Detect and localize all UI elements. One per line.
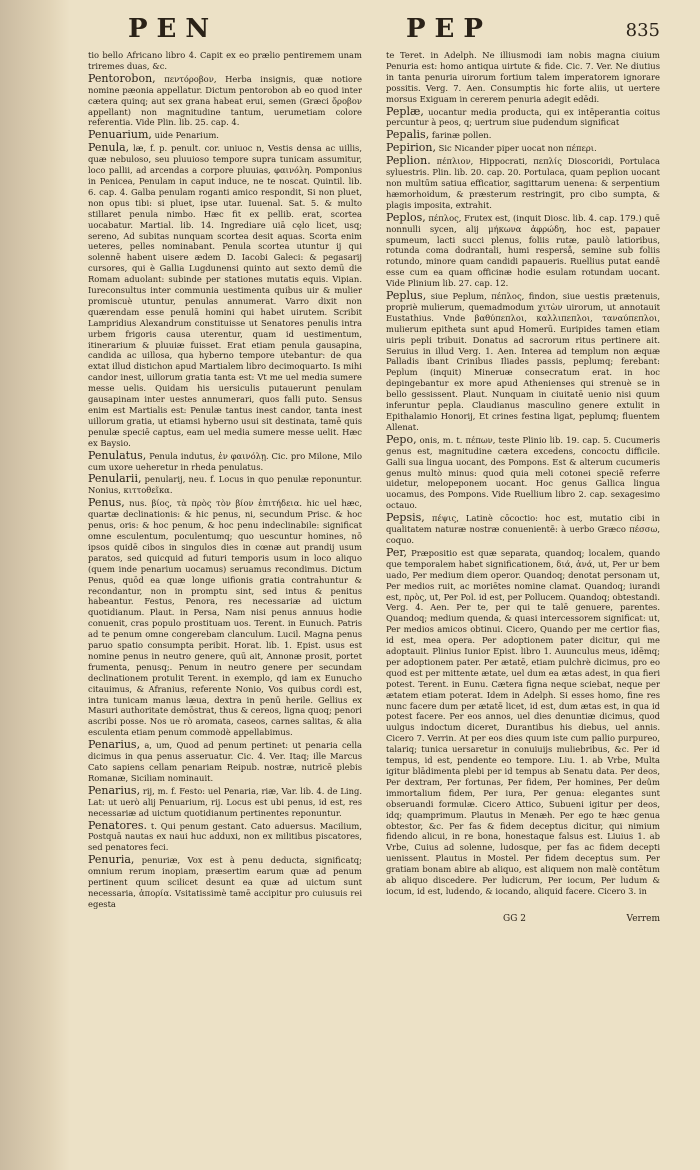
page-footer	[88, 914, 660, 928]
header-left-word: PEN	[128, 14, 219, 44]
entry-headword: Penus,	[88, 496, 125, 510]
right-column	[386, 50, 660, 912]
entry-text: πέπλος, Frutex est, (inquit Diosc. lib. 4. cap. 179.) quē nonnulli sycen, alij μήκωνα ἀφρώδη, hoc est, papauer spumeum, lacti succi plenus, foliis rutæ, paulò latioribus, rotunda coma dodrantali, humi resperså, semine sub foliis rotundo, minore quam candidi papaueris. Ruellius putat eandē esse cum ea quam officinæ hodie esulam rotundam uocant. Vide Plinium lib. 27. cap. 12.	[386, 212, 660, 289]
dictionary-entry	[88, 818, 362, 854]
entry-text: t. Qui penum gestant. Cato aduersus. Macilium, Postquā nautas ex naui huc adduxi, non ex militibus piscatores, sed penatores feci.	[88, 820, 362, 853]
entry-text: siue Peplum, πέπλος, findon, siue uestis prætenuis, propriè mulierum, quemadmodum χιτὼν uirorum, ut annotauit Eustathius. Vnde βαθύπεπλοι, καλλιπεπλοι, ταναύπεπλοι, mulierum epitheta sunt apud Homerū. Euripides tamen etiam uiris pepli tribuit. Donatus ad sacrorum ritus pertinere ait. Seruius in illud Verg. 1. Aen. Interea ad templum non æquæ Palladis ibant Crinibus Iliades passis, peplumq; ferebant: Peplum (inquit) Mineruæ consecratum erat. in hoc depingebantur ex more apud Athenienses qui strenuè se in bello gessissent. Plaut. Nunquam in ciuitatē uenio nisi quum inferuntur pepla. Claudianus masculino genere extulit in Epithalamio Honorij, Et crines festina ligat, peplumq; fluentem Allenat.	[386, 291, 661, 432]
catchword: Verrem	[626, 913, 660, 924]
dictionary-entry	[386, 130, 660, 141]
entry-headword: Penarius,	[88, 738, 141, 752]
entry-headword: Pepsis,	[386, 511, 425, 525]
dictionary-entry	[386, 545, 660, 897]
entry-text: penularij, neu. f. Locus in quo penulæ reponuntur. Nonius, κιττοθεῖκα.	[88, 474, 363, 496]
dictionary-entry	[386, 210, 660, 289]
entry-text: πέπλιον, Hippocrati, πεπλίς Dioscoridi, Portulaca syluestris. Plin. lib. 20. cap. 20. Portulaca, quam peplion uocant non multūm satiua efficatior, sagittarum uenena: & serpentium hæmorhoidum, & præsterum restringit, pro cibo sumpta, & plagis imposita, extrahit.	[386, 156, 660, 210]
running-header	[88, 14, 660, 50]
entry-headword: Peplion.	[386, 154, 431, 168]
page-binding-shadow	[0, 0, 70, 1170]
dictionary-entry	[386, 156, 660, 211]
entry-headword: Penularii,	[88, 472, 142, 486]
entry-headword: Pentorobon,	[88, 71, 156, 85]
entry-text: Præpositio est quæ separata, quandoq; localem, quando que temporalem habet significationem, διά, ἀνά, ut, Per ur bem uado, Per medium diem operor. Quandoq; denotat personam ut, Per medios ruit, ac moriētes nomine clamat. Quandoq; iurandi est, πρὸς, ut, Per Pol. id est, per Pollucem. Quandoq; obtestandi. Verg. 4. Aen. Per te, per qui te talē genuere, parentes. Quandoq; medium quenda, & quasi intercessorem significat: ut, Per medios amicos obtinui. Cicero, Quando per me certior fias, id est, mea opera. Per adoptionem pater dicitur, qui me adoptauit. Plinius Iunior Epist. libro 1. Auunculus meus, idēmq; per adoptionem pater. Per ætatē, etiam pulchrè dicimus, pro eo quod est per mittente ætate, uel dum ea ætas adest, in qua fieri potest. Terent. in Eunu. Cætera figna neque sciebat, neque per ætatem etiam poterat. Idem in Adelph. Si esses homo, fine res nunc facere dum per ætatē licet, id est, dum ætas est, in qua id potest facere. Per eos annos, uel dies denuntiæ dicimus, quod uulgus indoctum diceret, Durantibus his diebus, uel annis. Cicero 7. Verrin. At per eos dies quum iste cum pallio purpureo, talariq; tunica uersaretur in conuiuijs muliebribus, &c. Per id tempus, id est, pendente eo tempore. Liu. 1. ab Vrbe, Multa igitur blādimenta plebi per id tempus ab Senatu data. Per deos, Per dextram, Per fortunas, Per fidem, Per homines, Per deûm immortalium fidem, Per iura, Per genua: elegantes sunt obseruandi formulæ. Cicero Attico, Subueni igitur per deos, idq; quamprimum. Plautus in Menæh. Per ego te hæc genua obtestor, &c. Per fas & fidem deceptus dicitur, qui nimium fidendo alicui, in re bona, honestaque falsus est. Liuius 1. ab Vrbe, Cuius ad solenne, ludosque, per fas ac fidem decepti uenissent. Plautus in Mostel. Per fidem deceptus sum. Per gratiam bonam abire ab aliquo, est aliquem non malè contētum ab aliquo discedere. Per ludicrum, Per iocum, Per ludum & iocum, id est, ludendo, & iocando, aliquid facere. Cicero 3. in	[386, 547, 660, 896]
entry-text: Sic Nicander piper uocat non πέπερι.	[438, 143, 597, 154]
entry-text: πεντόροβον, Herba insignis, quæ notiore nomine pæonia appellatur. Dictum pentorobon ab eo quod inter cætera quinq; aut sex grana habeat erui, semen (Græci ὄροβον appellant) non magnitudine tantum, uerumetiam colore referentia. Vide Plin. lib. 25. cap. 4.	[88, 73, 362, 128]
entry-headword: Peplos,	[386, 210, 426, 224]
left-column	[88, 50, 362, 912]
entry-headword: Pepalis,	[386, 128, 430, 142]
dictionary-entry	[88, 740, 362, 784]
dictionary-entry	[386, 50, 660, 105]
entry-text: onis, m. t. πέπων, teste Plinio lib. 19. cap. 5. Cucumeris genus est, magnitudine cætera excedens, concoctu difficile. Galli sua lingua uocant, des Pompons. Est & alterum cucumeris genus multò minus: quod quia meli cotonei speciē referre uidetur, melopeponem uocant. Hoc genus Gallica lingua uocamus, des Pompons. Vide Ruellium libro 2. cap. sexagesimo octauo.	[386, 434, 660, 511]
entry-text: uide Penarium.	[154, 130, 219, 141]
entry-headword: Pepo,	[386, 432, 417, 446]
entry-text: farinæ pollen.	[431, 130, 492, 141]
entry-text: nus. βίος, τὰ πρὸς τὸν βίον ἐπιτήδεια. hic uel hæc, quartæ declinationis: & hic penus, ni, secundum Prisc. & hoc penus, oris: & hoc penum, & hoc penu indeclinabile: significat omne esculentum, poculentumq; quo uescuntur homines, nō ipsos quidē cibos in singulos dies in cœnæ aut prandij usum paratos, sed quicquid ad futuri temporis usum in loco aliquo (quem inde penarium uocamus) seruamus recondimus. Dictum Penus, quōd ea quæ longe uifionis gratia contrahuntur & recondantur, non in promptu sint, sed intus & penitus habeantur. Festus, Penora, res necessariæ ad uictum quotidianum. Plaut. in Persa, Nam nisi penus annuus hodie conuenit, cras populo prostituam uos. Terent. in Eunuch. Patris ad te penum omne congerebam clanculum. Lucil. Magna penus paruo spatio consumpta peribit. Horat. lib. 1. Epist. usus est nomine penus in neutro genere, quū ait, Annonæ prosit, portet frumenta, penusq;. Penum in neutro genere per secundam declinationem protulit Terent. in exemplo, qd iam ex Eunucho citauimus, & Afranius, referente Nonio, Vos quibus cordi est, intra tunicam manus læua, dextra in penū herile. Gellius ex Masuri authoritate demōstrat, thus & cereos, ligna quoq; penori ascribi posse. Nos ue rò aromata, caseos, carnes salitas, & alia esculenta etiam penum commodè appellabimus.	[88, 498, 363, 738]
entry-text: penuriæ, Vox est à penu deducta, significatq; omnium rerum inopiam, præsertim earum quæ ad penum pertinent quum scilicet desunt ea quæ ad uictum sunt necessaria, ἀπορία. Vsitatissimè tamē accipitur pro cuiusuis rei egesta	[88, 855, 362, 909]
entry-text: læ, f. p. penult. cor. uniuoc n, Vestis densa ac uillis, quæ nebuloso, seu pluuioso tempore supra tunicam assumitur, loco pallii, ad arcendas a corpore pluuias, φαινόλη. Pomponius in Penicea, Penulam in caput induce, ne te noscat. Quintil. lib. 6. cap. 4. Galba penulam roganti amico respondit, Si non pluet, non opus tibi: si pluet, ipse utar. Iuuenal. Sat. 5. & multo stillaret penula nimbo. Hæc fit ex pellib. erat, scortea uocabatur. Martial. lib. 14. Ingrediare uiā cęlo licet, usq; sereno, Ad subitas nunquam scortea desit aquas. Scorta enim ueteres, pelles nominabant. Penula scortea utuntur ij qui solennē habent uisere ædem D. Iacobi Galeci: & pegasarij cursores, qui è Gallia Lugdunensi quinto aut sexto demū die Romam aduolant: subinde per stationes mutatis equis. Vipian. Iureconsultus inter communia uestimenta quibus uir & mulier promiscuè utuntur, penulas annumerat. Varro dixit non quærendam esse penulā homini qui habet uirutem. Scribit Lampridius Alexandrum constituisse ut Senatores penulis intra urbem frigoris causa uterentur, quam id uestimentum, itinerarium & pluuiæ fuisset. Erat etiam penula gausapina, candida ac uillosa, qua hyberno tempore utebantur: de qua extat illud distichon apud Martialem libro decimoquarto. Is mihi candor inest, uillorum gratia tanta est: Vt me uel media sumere messe uelis. Quidam his uersiculis putauerunt penulam gausapinam inter uestes annumerari, quos falli puto. Sensus enim est Martialis est: Penulæ tantus inest candor, tanta inest uillorum gratia, ut etiamsi hyberno usui sit destinata, tamē quis penulæ speciē captus, eam uel media sumere messe uelit. Hæc ex Baysio.	[88, 143, 362, 448]
signature-mark: GG 2	[503, 913, 526, 924]
dictionary-entry	[88, 498, 362, 738]
dictionary-entry	[88, 448, 362, 473]
dictionary-entry	[88, 143, 362, 448]
dictionary-entry	[386, 104, 660, 129]
text-columns	[88, 50, 660, 912]
entry-headword: Penuria,	[88, 853, 135, 867]
dictionary-entry	[386, 143, 660, 154]
entry-headword: Per,	[386, 545, 407, 559]
dictionary-entry	[88, 50, 362, 72]
dictionary-entry	[88, 71, 362, 129]
entry-headword: Penula,	[88, 141, 130, 155]
entry-text: πέψις, Latinè cōcoctio: hoc est, mutatio cibi in qualitatem naturæ nostræ conuenientē: à uerbo Græco πέσσω, coquo.	[386, 513, 660, 545]
entry-text: Penula indutus, ἐν φαινόλῃ. Cic. pro Milone, Milo cum uxore ueheretur in rheda penulatus.	[88, 450, 362, 472]
dictionary-entry	[386, 432, 660, 511]
entry-text: tio bello Africano libro 4. Capit ex eo prælio pentiremem unam triremes duas, &c.	[88, 50, 362, 71]
entry-text: a, um, Quod ad penum pertinet: ut penaria cella dicimus in qua penus asseruatur. Cic. 4. Ver. Itaq; ille Marcus Cato sapiens cellam penariam Reipub. nostræ, nutricē plebis Romanæ, Siciliam nominauit.	[88, 740, 362, 783]
entry-headword: Penuarium,	[88, 128, 152, 142]
dictionary-entry	[386, 513, 660, 546]
dictionary-entry	[88, 783, 362, 819]
header-right-word: PEP	[406, 14, 492, 44]
entry-headword: Penatores.	[88, 818, 148, 832]
entry-headword: Penarius,	[88, 783, 141, 797]
entry-headword: Pepirion,	[386, 141, 436, 155]
dictionary-entry	[386, 291, 660, 433]
dictionary-entry	[88, 474, 362, 496]
entry-text: te Teret. in Adelph. Ne illiusmodi iam nobis magna ciuium Penuria est: homo antiqua uirtute & fide. Cic. 7. Ver. Ne diutius in tanta penuria uirorum fortium talem imperatorem ignorare possitis. Verg. 7. Aen. Consumptis hic forte aliis, ut uertere morsus Exiguam in cererem penuria adegit edēdi.	[386, 50, 660, 104]
entry-headword: Penulatus,	[88, 448, 147, 462]
dictionary-entry	[88, 130, 362, 141]
entry-headword: Peplæ,	[386, 104, 424, 118]
entry-text: rij, m. f. Festo: uel Penaria, riæ, Var. lib. 4. de Ling. Lat: ut uerò alij Penuarium, rij. Locus est ubi penus, id est, res necessariæ ad uictum quotidianum pertinentes reponuntur.	[88, 785, 362, 818]
page-number: 835	[625, 20, 660, 41]
entry-headword: Peplus,	[386, 289, 427, 303]
entry-text: uocantur media producta, qui ex intēperantia coitus percuntur à peos, q; uertrum siue pudendum significat	[386, 106, 660, 128]
dictionary-entry	[88, 855, 362, 910]
